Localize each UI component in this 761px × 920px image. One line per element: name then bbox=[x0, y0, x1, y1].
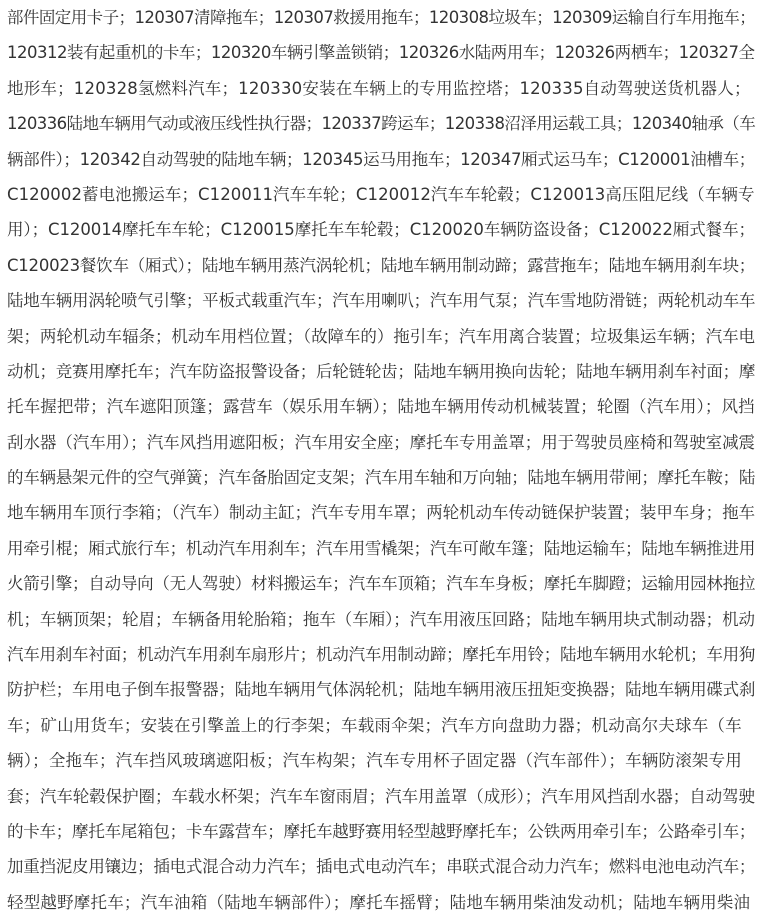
text-line: 的卡车；摩托车尾箱包；卡车露营车；摩托车越野赛用轻型越野摩托车；公铁两用牵引车；公路牵引车； bbox=[7, 821, 756, 841]
text-line: 套；汽车轮毂保护圈；车载水杯架；汽车车窗雨眉；汽车用盖罩（成形）；汽车用风挡刮水器；自动驾驶 bbox=[7, 786, 755, 806]
text-line: 托车握把带；汽车遮阳顶篷；露营车（娱乐用车辆）；陆地车辆用传动机械装置；轮圈（汽车用）；风挡 bbox=[7, 397, 755, 417]
text-line: 轻型越野摩托车；汽车油箱（陆地车辆部件）；摩托车摇臂；陆地车辆用柴油发动机；陆地车辆用柴油 bbox=[7, 892, 751, 912]
text-line: C120023餐饮车（厢式）；陆地车辆用蒸汽涡轮机；陆地车辆用制动蹄；露营拖车；陆地车辆用刹车块； bbox=[7, 255, 756, 275]
text-line: 汽车用刹车衬面；机动汽车用刹车扇形片；机动汽车用制动蹄；摩托车用铃；陆地车辆用水轮机；车用狗 bbox=[7, 645, 756, 665]
text-line: 火箭引擎；自动导向（无人驾驶）材料搬运车；汽车车顶箱；汽车车身板；摩托车脚蹬；运输用园林拖拉 bbox=[7, 574, 756, 594]
text-line: 的车辆悬架元件的空气弹簧；汽车备胎固定支架；汽车用车轴和万向轴；陆地车辆用带闸；摩托车鞍；陆 bbox=[7, 468, 756, 488]
text-line: 辆部件）；120342自动驾驶的陆地车辆；120345运马用拖车；120347厢式运马车；C120001油槽车； bbox=[7, 149, 755, 169]
text-line: 加重挡泥皮用镶边；插电式混合动力汽车；插电式电动汽车；串联式混合动力汽车；燃料电池电动汽车； bbox=[7, 857, 756, 877]
text-line: 用牵引棍；厢式旅行车；机动汽车用刹车；汽车用雪橇架；汽车可敞车篷；陆地运输车；陆地车辆推进用 bbox=[7, 538, 756, 558]
text-line: 动机；竞赛用摩托车；汽车防盗报警设备；后轮链轮齿；陆地车辆用换向齿轮；陆地车辆用刹车衬面；摩 bbox=[7, 361, 756, 381]
text-line: 地形车；120328氢燃料汽车；120330安装在车辆上的专用监控塔；120335自动驾驶送货机器人； bbox=[7, 78, 751, 98]
text-line: C120002蓄电池搬运车；C120011汽车车轮；C120012汽车车轮毂；C120013高压阻尼线（车辆专 bbox=[7, 184, 755, 204]
text-line: 架；两轮机动车辐条；机动车用档位置；（故障车的）拖引车；汽车用离合装置；垃圾集运车辆；汽车电 bbox=[7, 326, 755, 346]
text-line: 地车辆用车顶行李箱；（汽车）制动主缸；汽车专用车罩；两轮机动车传动链保护装置；装甲车身；拖车 bbox=[7, 503, 755, 523]
text-line: 刮水器（汽车用）；汽车风挡用遮阳板；汽车用安全座；摩托车专用盖罩；用于驾驶员座椅和驾驶室减震 bbox=[7, 432, 755, 452]
text-line: 机；车辆顶架；轮眉；车辆备用轮胎箱；拖车（车厢）；汽车用液压回路；陆地车辆用块式制动器；机动 bbox=[7, 609, 755, 629]
text-line: 120336陆地车辆用气动或液压线性执行器；120337跨运车；120338沼泽用运载工具；120340轴承（车 bbox=[7, 114, 756, 134]
text-line: 用）；C120014摩托车车轮；C120015摩托车车轮毂；C120020车辆防盗设备；C120022厢式餐车； bbox=[7, 220, 755, 240]
document-body bbox=[7, 0, 755, 920]
text-line: 车；矿山用货车；安装在引擎盖上的行李架；车载雨伞架；汽车方向盘助力器；机动高尔夫球车（车 bbox=[7, 715, 742, 735]
text-line: 部件固定用卡子；120307清障拖车；120307救援用拖车；120308垃圾车；120309运输自行车用拖车； bbox=[7, 8, 756, 27]
text-line: 120312装有起重机的卡车；120320车辆引擎盖锁销；120326水陆两用车；120326两栖车；120327全 bbox=[7, 43, 755, 63]
text-line: 陆地车辆用涡轮喷气引擎；平板式载重汽车；汽车用喇叭；汽车用气泵；汽车雪地防滑链；两轮机动车车 bbox=[7, 291, 756, 311]
text-line: 辆）；全拖车；汽车挡风玻璃遮阳板；汽车构架；汽车专用杯子固定器（汽车部件）；车辆防滚架专用 bbox=[7, 751, 742, 771]
text-line: 防护栏；车用电子倒车报警器；陆地车辆用气体涡轮机；陆地车辆用液压扭矩变换器；陆地车辆用碟式刹 bbox=[7, 680, 756, 700]
